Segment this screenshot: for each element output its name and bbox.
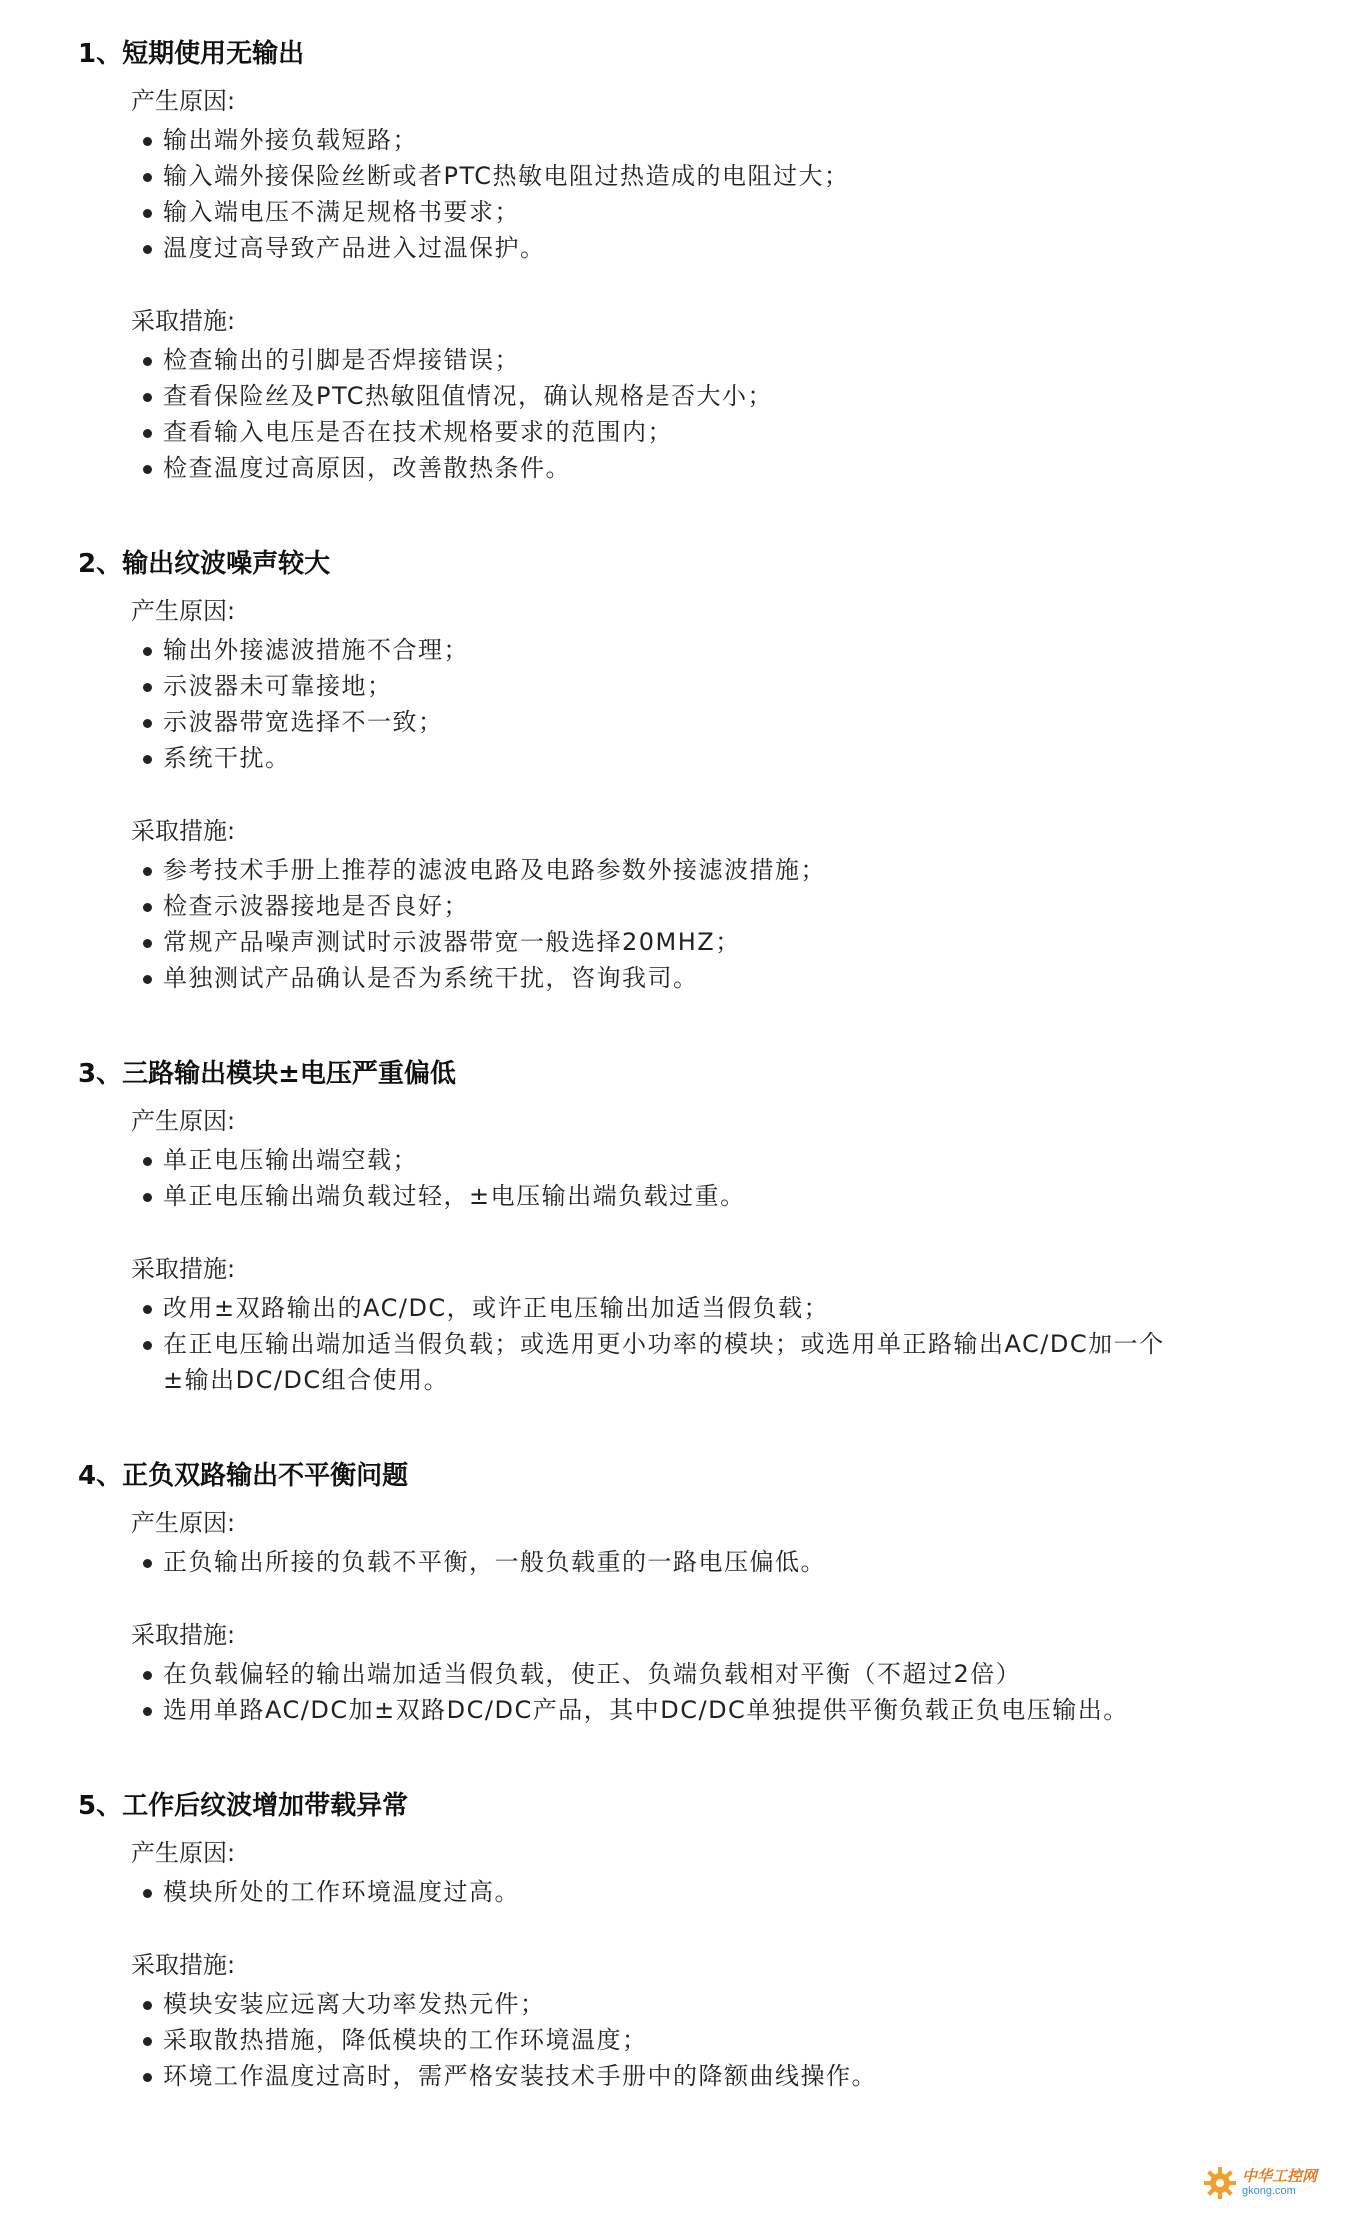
section-title (78, 34, 1178, 74)
section-title (78, 1786, 1178, 1826)
measure-label: 采取措施: (131, 1255, 236, 1283)
section-4 (78, 1456, 1178, 1728)
section-2 (78, 544, 1178, 996)
section-heading: 三路输出模块±电压严重偏低 (122, 1059, 456, 1089)
list-item: 采取散热措施，降低模块的工作环境温度； (131, 2022, 1178, 2058)
measure-list (131, 852, 1178, 996)
bullet-icon (143, 173, 152, 182)
section-number: 5、 (78, 1791, 123, 1821)
measure-label: 采取措施: (131, 817, 236, 845)
bullet-icon (143, 867, 152, 876)
cause-label: 产生原因: (131, 1839, 236, 1867)
section-number: 1、 (78, 39, 123, 69)
cause-block (131, 82, 1178, 266)
cause-block (131, 592, 1178, 776)
bullet-icon (143, 683, 152, 692)
bullet-icon (143, 903, 152, 912)
bullet-icon (143, 755, 152, 764)
bullet-icon (143, 465, 152, 474)
list-item: 模块所处的工作环境温度过高。 (131, 1874, 1178, 1910)
list-item: 检查输出的引脚是否焊接错误； (131, 342, 1178, 378)
section-5 (78, 1786, 1178, 2094)
cause-list (131, 1544, 1178, 1580)
cause-list (131, 122, 1178, 266)
measure-list (131, 342, 1178, 486)
list-item: 参考技术手册上推荐的滤波电路及电路参数外接滤波措施； (131, 852, 1178, 888)
cause-list (131, 1142, 1178, 1214)
measure-block (131, 1250, 1178, 1398)
bullet-icon (143, 2001, 152, 2010)
bullet-icon (143, 393, 152, 402)
cause-label: 产生原因: (131, 1107, 236, 1135)
gear-icon (1202, 2165, 1238, 2201)
bullet-icon (143, 1193, 152, 1202)
cause-block (131, 1102, 1178, 1214)
measure-block (131, 302, 1178, 486)
section-title (78, 1054, 1178, 1094)
bullet-icon (143, 939, 152, 948)
section-heading: 工作后纹波增加带载异常 (122, 1791, 409, 1821)
list-item: 输入端外接保险丝断或者PTC热敏电阻过热造成的电阻过大； (131, 158, 1178, 194)
bullet-icon (143, 137, 152, 146)
measure-block (131, 812, 1178, 996)
cause-label: 产生原因: (131, 87, 236, 115)
bullet-icon (143, 1671, 152, 1680)
cause-label: 产生原因: (131, 1509, 236, 1537)
list-item: 检查示波器接地是否良好； (131, 888, 1178, 924)
measure-list (131, 1290, 1178, 1398)
list-item: 检查温度过高原因，改善散热条件。 (131, 450, 1178, 486)
section-1 (78, 34, 1178, 486)
bullet-icon (143, 1157, 152, 1166)
list-item: 输出端外接负载短路； (131, 122, 1178, 158)
list-item: 查看输入电压是否在技术规格要求的范围内； (131, 414, 1178, 450)
section-title (78, 1456, 1178, 1496)
watermark-logo (1202, 2161, 1352, 2205)
section-number: 2、 (78, 549, 123, 579)
list-item: 输入端电压不满足规格书要求； (131, 194, 1178, 230)
watermark-sub-text: gkong.com (1242, 2185, 1296, 2197)
bullet-icon (143, 1707, 152, 1716)
cause-block (131, 1834, 1178, 1910)
list-item: 单正电压输出端空载； (131, 1142, 1178, 1178)
section-heading: 正负双路输出不平衡问题 (122, 1461, 409, 1491)
list-item: 在正电压输出端加适当假负载；或选用更小功率的模块；或选用单正路输出AC/DC加一个±输出DC/DC组合使用。 (131, 1326, 1178, 1398)
cause-label: 产生原因: (131, 597, 236, 625)
cause-block (131, 1504, 1178, 1580)
list-item: 输出外接滤波措施不合理； (131, 632, 1178, 668)
measure-block (131, 1616, 1178, 1728)
bullet-icon (143, 209, 152, 218)
section-number: 4、 (78, 1461, 123, 1491)
measure-label: 采取措施: (131, 307, 236, 335)
section-title (78, 544, 1178, 584)
list-item: 示波器未可靠接地； (131, 668, 1178, 704)
list-item: 正负输出所接的负载不平衡，一般负载重的一路电压偏低。 (131, 1544, 1178, 1580)
section-heading: 输出纹波噪声较大 (122, 549, 331, 579)
section-number: 3、 (78, 1059, 123, 1089)
cause-list (131, 1874, 1178, 1910)
document-body (78, 34, 1178, 2152)
bullet-icon (143, 357, 152, 366)
watermark-main-text: 中华工控网 (1242, 2168, 1318, 2185)
bullet-icon (143, 975, 152, 984)
bullet-icon (143, 1559, 152, 1568)
bullet-icon (143, 1889, 152, 1898)
bullet-icon (143, 647, 152, 656)
list-item: 单独测试产品确认是否为系统干扰，咨询我司。 (131, 960, 1178, 996)
bullet-icon (143, 719, 152, 728)
list-item: 环境工作温度过高时，需严格安装技术手册中的降额曲线操作。 (131, 2058, 1178, 2094)
list-item: 温度过高导致产品进入过温保护。 (131, 230, 1178, 266)
bullet-icon (143, 1305, 152, 1314)
cause-list (131, 632, 1178, 776)
bullet-icon (143, 1341, 152, 1350)
section-3 (78, 1054, 1178, 1398)
bullet-icon (143, 429, 152, 438)
list-item: 示波器带宽选择不一致； (131, 704, 1178, 740)
list-item: 查看保险丝及PTC热敏阻值情况，确认规格是否大小； (131, 378, 1178, 414)
list-item: 改用±双路输出的AC/DC，或许正电压输出加适当假负载； (131, 1290, 1178, 1326)
list-item: 常规产品噪声测试时示波器带宽一般选择20MHZ； (131, 924, 1178, 960)
bullet-icon (143, 245, 152, 254)
measure-list (131, 1986, 1178, 2094)
list-item: 单正电压输出端负载过轻，±电压输出端负载过重。 (131, 1178, 1178, 1214)
measure-block (131, 1946, 1178, 2094)
list-item: 在负载偏轻的输出端加适当假负载，使正、负端负载相对平衡（不超过2倍） (131, 1656, 1178, 1692)
section-heading: 短期使用无输出 (122, 39, 305, 69)
measure-label: 采取措施: (131, 1951, 236, 1979)
bullet-icon (143, 2037, 152, 2046)
list-item: 模块安装应远离大功率发热元件； (131, 1986, 1178, 2022)
list-item: 系统干扰。 (131, 740, 1178, 776)
measure-label: 采取措施: (131, 1621, 236, 1649)
measure-list (131, 1656, 1178, 1728)
list-item: 选用单路AC/DC加±双路DC/DC产品，其中DC/DC单独提供平衡负载正负电压输出。 (131, 1692, 1178, 1728)
bullet-icon (143, 2073, 152, 2082)
